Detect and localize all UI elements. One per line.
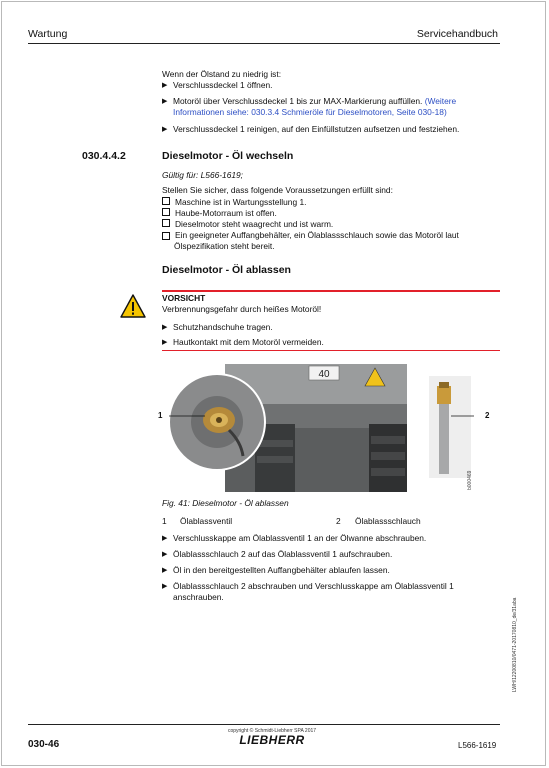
callout-2: 2 [485, 411, 490, 420]
checkbox-icon [162, 219, 170, 227]
legend-num-2: 2 [336, 516, 341, 526]
header-section-title: Wartung [28, 28, 68, 40]
intro-step-2: ▶ Motoröl über Verschlussdeckel 1 bis zur MAX-Markierung auffüllen. (Weitere Informationen siehe: 030.3.4 Schmieröle für Dieselmotoren, Seite 030-18) [162, 96, 457, 117]
side-document-code: LWH/12200810/0471-20170810_de/31aba [512, 597, 518, 692]
step-arrow-icon: ▶ [162, 339, 168, 346]
step-arrow-icon: ▶ [162, 535, 168, 542]
figure-id: b000469 [467, 470, 473, 490]
warning-triangle-icon [120, 294, 146, 318]
procedure-step-2: ▶ Ölablassschlauch 2 auf das Ölablassventil 1 aufschrauben. [162, 549, 393, 559]
procedure-step-1: ▶ Verschlusskappe am Ölablassventil 1 an der Ölwanne abschrauben. [162, 533, 427, 543]
step-arrow-icon: ▶ [162, 551, 168, 558]
figure-illustration [169, 364, 474, 492]
legend-num-1: 1 [162, 516, 167, 526]
step-arrow-icon: ▶ [162, 98, 168, 105]
procedure-step-3: ▶ Öl in den bereitgestellten Auffangbehälter ablaufen lassen. [162, 565, 390, 575]
checkbox-icon [162, 232, 170, 240]
step-arrow-icon: ▶ [162, 324, 168, 331]
intro-step-3: ▶ Verschlussdeckel 1 reinigen, auf den Einfüllstutzen aufsetzen und festziehen. [162, 124, 460, 134]
callout-1: 1 [158, 411, 163, 420]
cross-reference-link[interactable]: (Weitere Informationen siehe: 030.3.4 Schmieröle für Dieselmotoren, Seite 030-18) [173, 96, 457, 117]
warning-label: VORSICHT [162, 293, 206, 303]
legend-label-2: Ölablassschlauch [355, 516, 421, 526]
subsection-title: Dieselmotor - Öl ablassen [162, 264, 291, 276]
header-manual-title: Servicehandbuch [416, 28, 498, 40]
warning-step-1: ▶ Schutzhandschuhe tragen. [162, 322, 273, 332]
warning-rule-bottom [162, 350, 500, 351]
warning-text: Verbrennungsgefahr durch heißes Motoröl! [162, 304, 322, 314]
page-number: 030-46 [28, 739, 60, 750]
step-arrow-icon: ▶ [162, 583, 168, 590]
manual-page [1, 1, 546, 766]
intro-step-1: ▶ Verschlussdeckel 1 öffnen. [162, 80, 273, 90]
step-arrow-icon: ▶ [162, 567, 168, 574]
procedure-step-4: ▶ Ölablassschlauch 2 abschrauben und Verschlusskappe am Ölablassventil 1 anschrauben. [162, 581, 454, 602]
liebherr-logo: LIEBHERR [239, 733, 305, 747]
step-arrow-icon: ▶ [162, 82, 168, 89]
prereq-item: Ein geeigneter Auffangbehälter, ein Ölablassschlauch sowie das Motoröl laut Ölspezifikation steht bereit. [162, 230, 497, 252]
prereq-item: Haube-Motorraum ist offen. [162, 208, 497, 219]
prereq-item: Dieselmotor steht waagrecht und ist warm. [162, 219, 497, 230]
step-arrow-icon: ▶ [162, 126, 168, 133]
figure-caption: Fig. 41: Dieselmotor - Öl ablassen [162, 498, 289, 508]
validity-note: Gültig für: L566-1619; [162, 170, 244, 180]
header-rule [28, 43, 500, 44]
section-title: Dieselmotor - Öl wechseln [162, 150, 294, 162]
checkbox-icon [162, 208, 170, 216]
prereq-item: Maschine ist in Wartungsstellung 1. [162, 197, 497, 208]
warning-step-2: ▶ Hautkontakt mit dem Motoröl vermeiden. [162, 337, 324, 347]
section-number: 030.4.4.2 [82, 150, 126, 162]
warning-rule-top [162, 290, 500, 292]
prereq-lead: Stellen Sie sicher, dass folgende Voraussetzungen erfüllt sind: [162, 185, 393, 195]
legend-label-1: Ölablassventil [180, 516, 233, 526]
footer-rule [28, 724, 500, 725]
copyright-text: copyright © Schmidt-Liebherr SPA 2017 [227, 728, 317, 734]
model-number: L566-1619 [458, 741, 497, 750]
checkbox-icon [162, 197, 170, 205]
intro-lead: Wenn der Ölstand zu niedrig ist: [162, 69, 282, 79]
plate-number: 40 [318, 369, 330, 380]
